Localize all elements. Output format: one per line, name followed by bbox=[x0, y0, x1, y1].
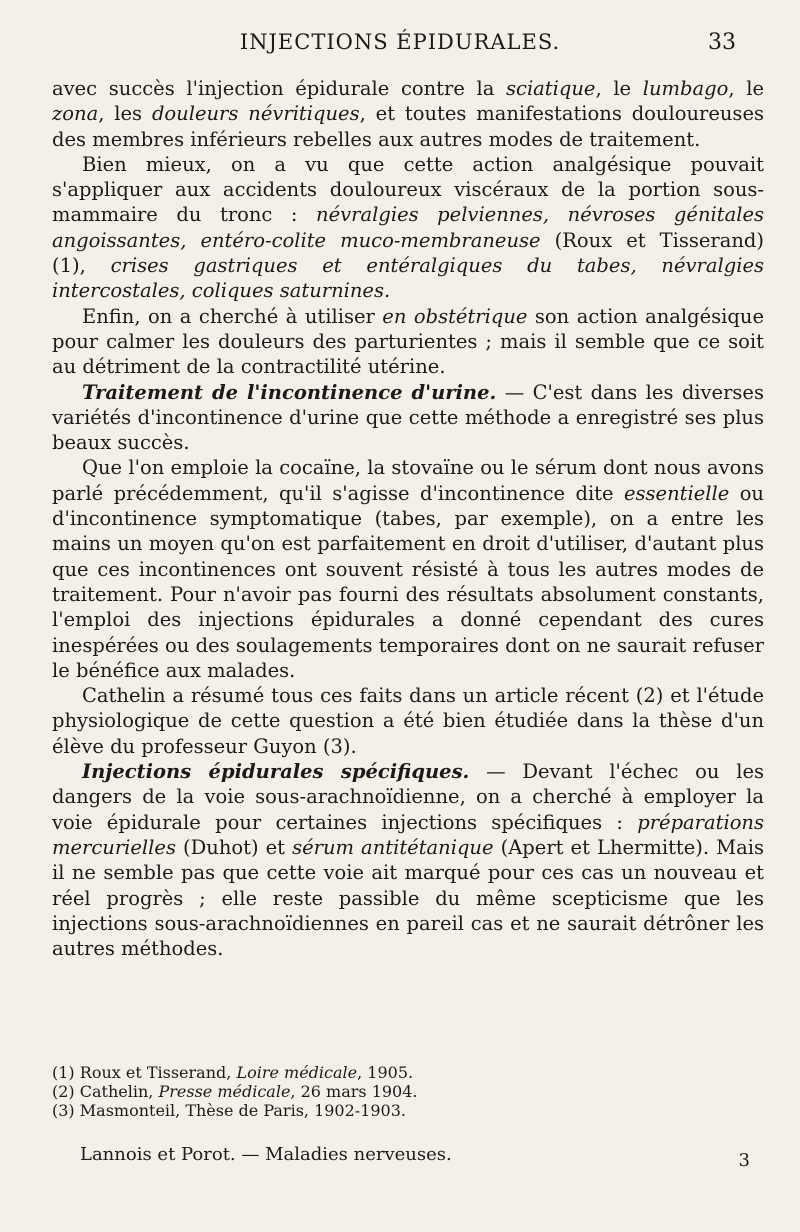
footnote: (3) Masmonteil, Thèse de Paris, 1902-1903. bbox=[52, 1101, 406, 1120]
signature-number: 3 bbox=[738, 1150, 750, 1171]
section-heading-specifiques: Injections épidurales spécifiques. bbox=[82, 760, 470, 784]
paragraph-3: Enfin, on a cherché à utiliser en obstétrique son action analgésique pour calmer les douleurs des parturientes ; mais il semble que ce soit au détriment de la contractilité utérine. bbox=[52, 304, 764, 379]
section-specifiques: Injections épidurales spécifiques. — Devant l'échec ou les dangers de la voie sous-arachnoïdienne, on a cherché à employer la voie épidurale pour certaines injections spécifiques : préparations mercurielles (Duhot) et sérum antitétanique (Apert et Lhermitte). Mais il ne semble pas que cette voie ait marqué pour ces cas un nouveau et réel progrès ; elle reste passible du même scepticisme que les injections sous-arachnoïdiennes en pareil cas et ne saurait détrôner les autres méthodes. bbox=[52, 760, 765, 961]
footnotes bbox=[52, 1063, 732, 1120]
body-text bbox=[52, 76, 764, 961]
paragraph-2: Bien mieux, on a vu que cette action analgésique pouvait s'appliquer aux accidents douloureux viscéraux de la portion sous-mammaire du tronc : névralgies pelviennes, névroses génitales angoissantes, entéro-colite muco-membraneuse (Roux et Tisserand) (1), crises gastriques et entéralgiques du tabes, névralgies intercostales, coliques saturnines. bbox=[52, 152, 765, 303]
signature-text: Lannois et Porot. — Maladies nerveuses. bbox=[80, 1144, 452, 1165]
paragraph-6: Cathelin a résumé tous ces faits dans un article récent (2) et l'étude physiologique de cette question a été bien étudiée dans la thèse d'un élève du professeur Guyon (3). bbox=[52, 684, 764, 758]
page-number: 33 bbox=[708, 30, 736, 55]
section-incontinence: Traitement de l'incontinence d'urine. — C'est dans les diverses variétés d'incontinence d'urine que cette méthode a enregistré ses plus beaux succès. bbox=[52, 380, 764, 455]
paragraph-1: avec succès l'injection épidurale contre la sciatique, le lumbago, le zona, les douleurs névritiques, et toutes manifestations douloureuses des membres inférieurs rebelles aux autres modes de traitement. bbox=[52, 77, 764, 151]
footnote: (1) Roux et Tisserand, Loire médicale, 1905. bbox=[52, 1063, 414, 1082]
section-heading-incontinence: Traitement de l'incontinence d'urine. bbox=[82, 380, 497, 404]
footnote: (2) Cathelin, Presse médicale, 26 mars 1904. bbox=[52, 1082, 418, 1101]
running-head: INJECTIONS ÉPIDURALES. bbox=[239, 30, 561, 54]
page-header bbox=[0, 30, 800, 60]
paragraph-5: Que l'on emploie la cocaïne, la stovaïne ou le sérum dont nous avons parlé précédemment, qu'il s'agisse d'incontinence dite essentielle ou d'incontinence symptomatique (tabes, par exemple), on a entre les mains un moyen qu'on est parfaitement en droit d'utiliser, d'autant plus que ces incontinences ont souvent résisté à tous les autres modes de traitement. Pour n'avoir pas fourni des résultats absolument constants, l'emploi des injections épidurales a donné cependant des cures inespérées ou des soulagements temporaires dont on ne saurait refuser le bénéfice aux malades. bbox=[52, 456, 764, 682]
